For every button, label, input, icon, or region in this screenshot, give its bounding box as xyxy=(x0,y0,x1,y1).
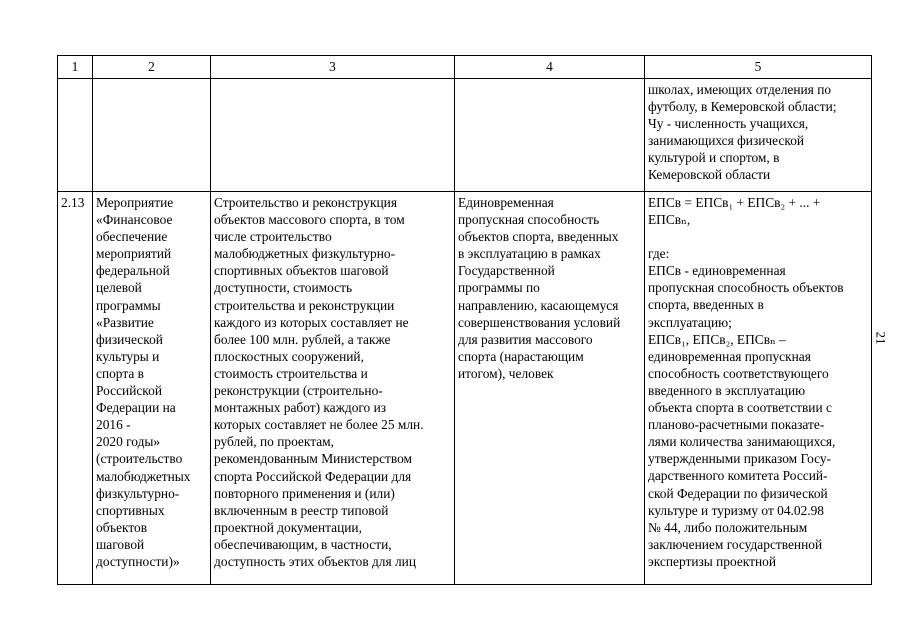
header-col-3: 3 xyxy=(211,56,455,79)
cont-methodology-text: школах, имеющих отделения по футболу, в Кемеровской области; Чу - численность учащихся, занимающихся физической культурой и спортом, в Кемеровской области xyxy=(648,82,837,183)
row-number: 2.13 xyxy=(58,192,93,585)
event-name: Мероприятие «Финансовое обеспечение мероприятий федеральной целевой программы «Развитие физической культуры и спорта в Российской Федерации на 2016 - 2020 годы» (строительство малобюджетных физкультурно- спортивных объектов шаговой доступности)» xyxy=(96,195,191,569)
description-cell xyxy=(211,192,455,585)
header-col-1: 1 xyxy=(58,56,93,79)
header-col-2: 2 xyxy=(93,56,211,79)
table-row-2-13 xyxy=(58,192,872,585)
cont-cell-1 xyxy=(58,79,93,192)
page-number: 21 xyxy=(873,331,889,345)
methodology-explanation: ЕПСв - единовременная пропускная способность объектов спорта, введенных в эксплуатацию; ЕПСв₁, ЕПСв₂, ЕПСвₙ – единовременная пропускная способность соответствующего введенного в эксплуатацию объекта спорта в соответствии с планово-расчетными показате- лями количества занимающихся, утвержденными приказом Госу- дарственного комитета Россий- ской Федерации по физической культуре и туризму от 04.02.98 № 44, либо положительным заключением государственной экспертизы проектной xyxy=(648,263,844,569)
formula: ЕПСв = ЕПСв₁ + ЕПСв₂ + ... + ЕПСвₙ, xyxy=(648,195,821,228)
cont-cell-4 xyxy=(455,79,645,192)
header-col-4: 4 xyxy=(455,56,645,79)
where-label: где: xyxy=(648,246,670,262)
event-name-cell xyxy=(93,192,211,585)
document-table xyxy=(57,55,872,585)
indicator-name: Единовременная пропускная способность объектов спорта, введенных в эксплуатацию в рамках Государственной программы по направлению, касающемуся совершенствования условий для развития массового спорта (нарастающим итогом), человек xyxy=(458,195,621,381)
cont-cell-2 xyxy=(93,79,211,192)
cont-cell-5 xyxy=(645,79,872,192)
header-row xyxy=(58,56,872,79)
indicator-cell xyxy=(455,192,645,585)
methodology-cell xyxy=(645,192,872,585)
header-col-5: 5 xyxy=(645,56,872,79)
event-description: Строительство и реконструкция объектов массового спорта, в том числе строительство малобюджетных физкультурно- спортивных объектов шаговой доступности, стоимость строительства и реконструкции каждого из которых составляет не более 100 млн. рублей, а также плоскостных сооружений, стоимость строительства и реконструкции (строительно- монтажных работ) каждого из которых составляет не более 25 млн. рублей, по проектам, рекомендованным Министерством спорта Российской Федерации для повторного применения и (или) включенным в реестр типовой проектной документации, обеспечивающим, в частности, доступность этих объектов для лиц xyxy=(214,195,424,569)
continuation-row xyxy=(58,79,872,192)
cont-cell-3 xyxy=(211,79,455,192)
